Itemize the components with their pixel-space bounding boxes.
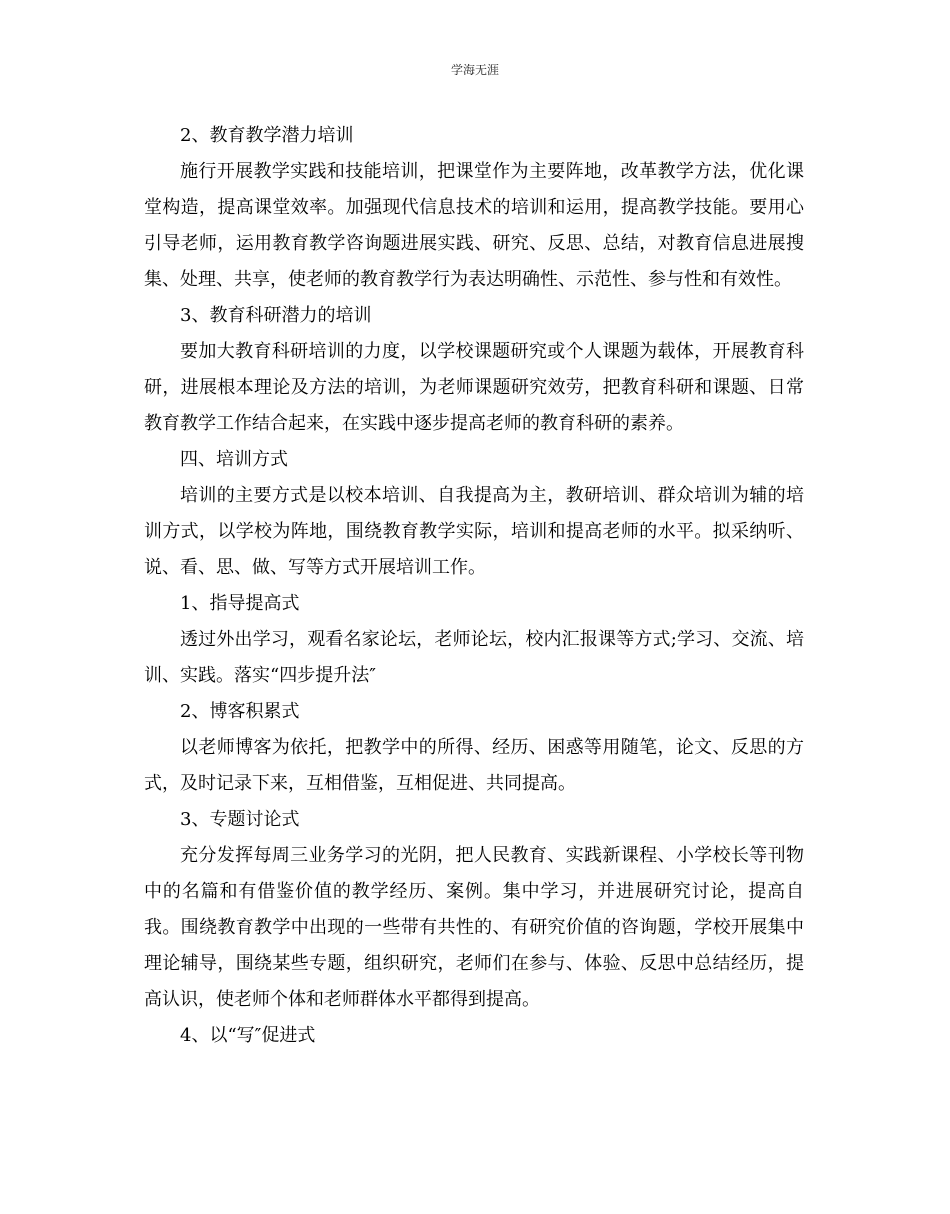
section-heading: 1、指导提高式: [180, 593, 300, 614]
body-paragraph: 以老师博客为依托，把教学中的所得、经历、困惑等用随笔，论文、反思的方式，及时记录下来，互相借鉴，互相促进、共同提高。: [144, 737, 804, 794]
body-paragraph: 充分发挥每周三业务学习的光阴，把人民教育、实践新课程、小学校长等刊物中的名篇和有借鉴价值的教学经历、案例。集中学习，并进展研究讨论，提高自我。围绕教育教学中出现的一些带有共性的、有研究价值的咨询题，学校开展集中理论辅导，围绕某些专题，组织研究，老师们在参与、体验、反思中总结经历，提高认识，使老师个体和老师群体水平都得到提高。: [144, 845, 804, 1010]
section-heading: 四、培训方式: [180, 449, 288, 470]
section-heading: 4、以“写″促进式: [180, 1025, 316, 1046]
body-paragraph: 施行开展教学实践和技能培训，把课堂作为主要阵地，改革教学方法，优化课堂构造，提高课堂效率。加强现代信息技术的培训和运用，提高教学技能。要用心引导老师，运用教育教学咨询题进展实践、研究、反思、总结，对教育信息进展搜集、处理、共享，使老师的教育教学行为表达明确性、示范性、参与性和有效性。: [144, 161, 804, 290]
body-paragraph: 透过外出学习，观看名家论坛，老师论坛，校内汇报课等方式;学习、交流、培训、实践。落实“四步提升法″: [144, 629, 804, 686]
body-paragraph: 要加大教育科研培训的力度，以学校课题研究或个人课题为载体，开展教育科研，进展根本理论及方法的培训，为老师课题研究效劳，把教育科研和课题、日常教育教学工作结合起来，在实践中逐步提高老师的教育科研的素养。: [144, 341, 804, 434]
section-heading: 3、专题讨论式: [180, 809, 300, 830]
page-header: 学海无涯: [450, 63, 499, 77]
document-body: [144, 118, 804, 1054]
section-heading: 2、博客积累式: [180, 701, 300, 722]
body-paragraph: 培训的主要方式是以校本培训、自我提高为主，教研培训、群众培训为辅的培训方式，以学校为阵地，围绕教育教学实际，培训和提高老师的水平。拟采纳听、说、看、思、做、写等方式开展培训工作。: [144, 485, 804, 578]
section-heading: 3、教育科研潜力的培训: [180, 305, 372, 326]
section-heading: 2、教育教学潜力培训: [180, 125, 354, 146]
